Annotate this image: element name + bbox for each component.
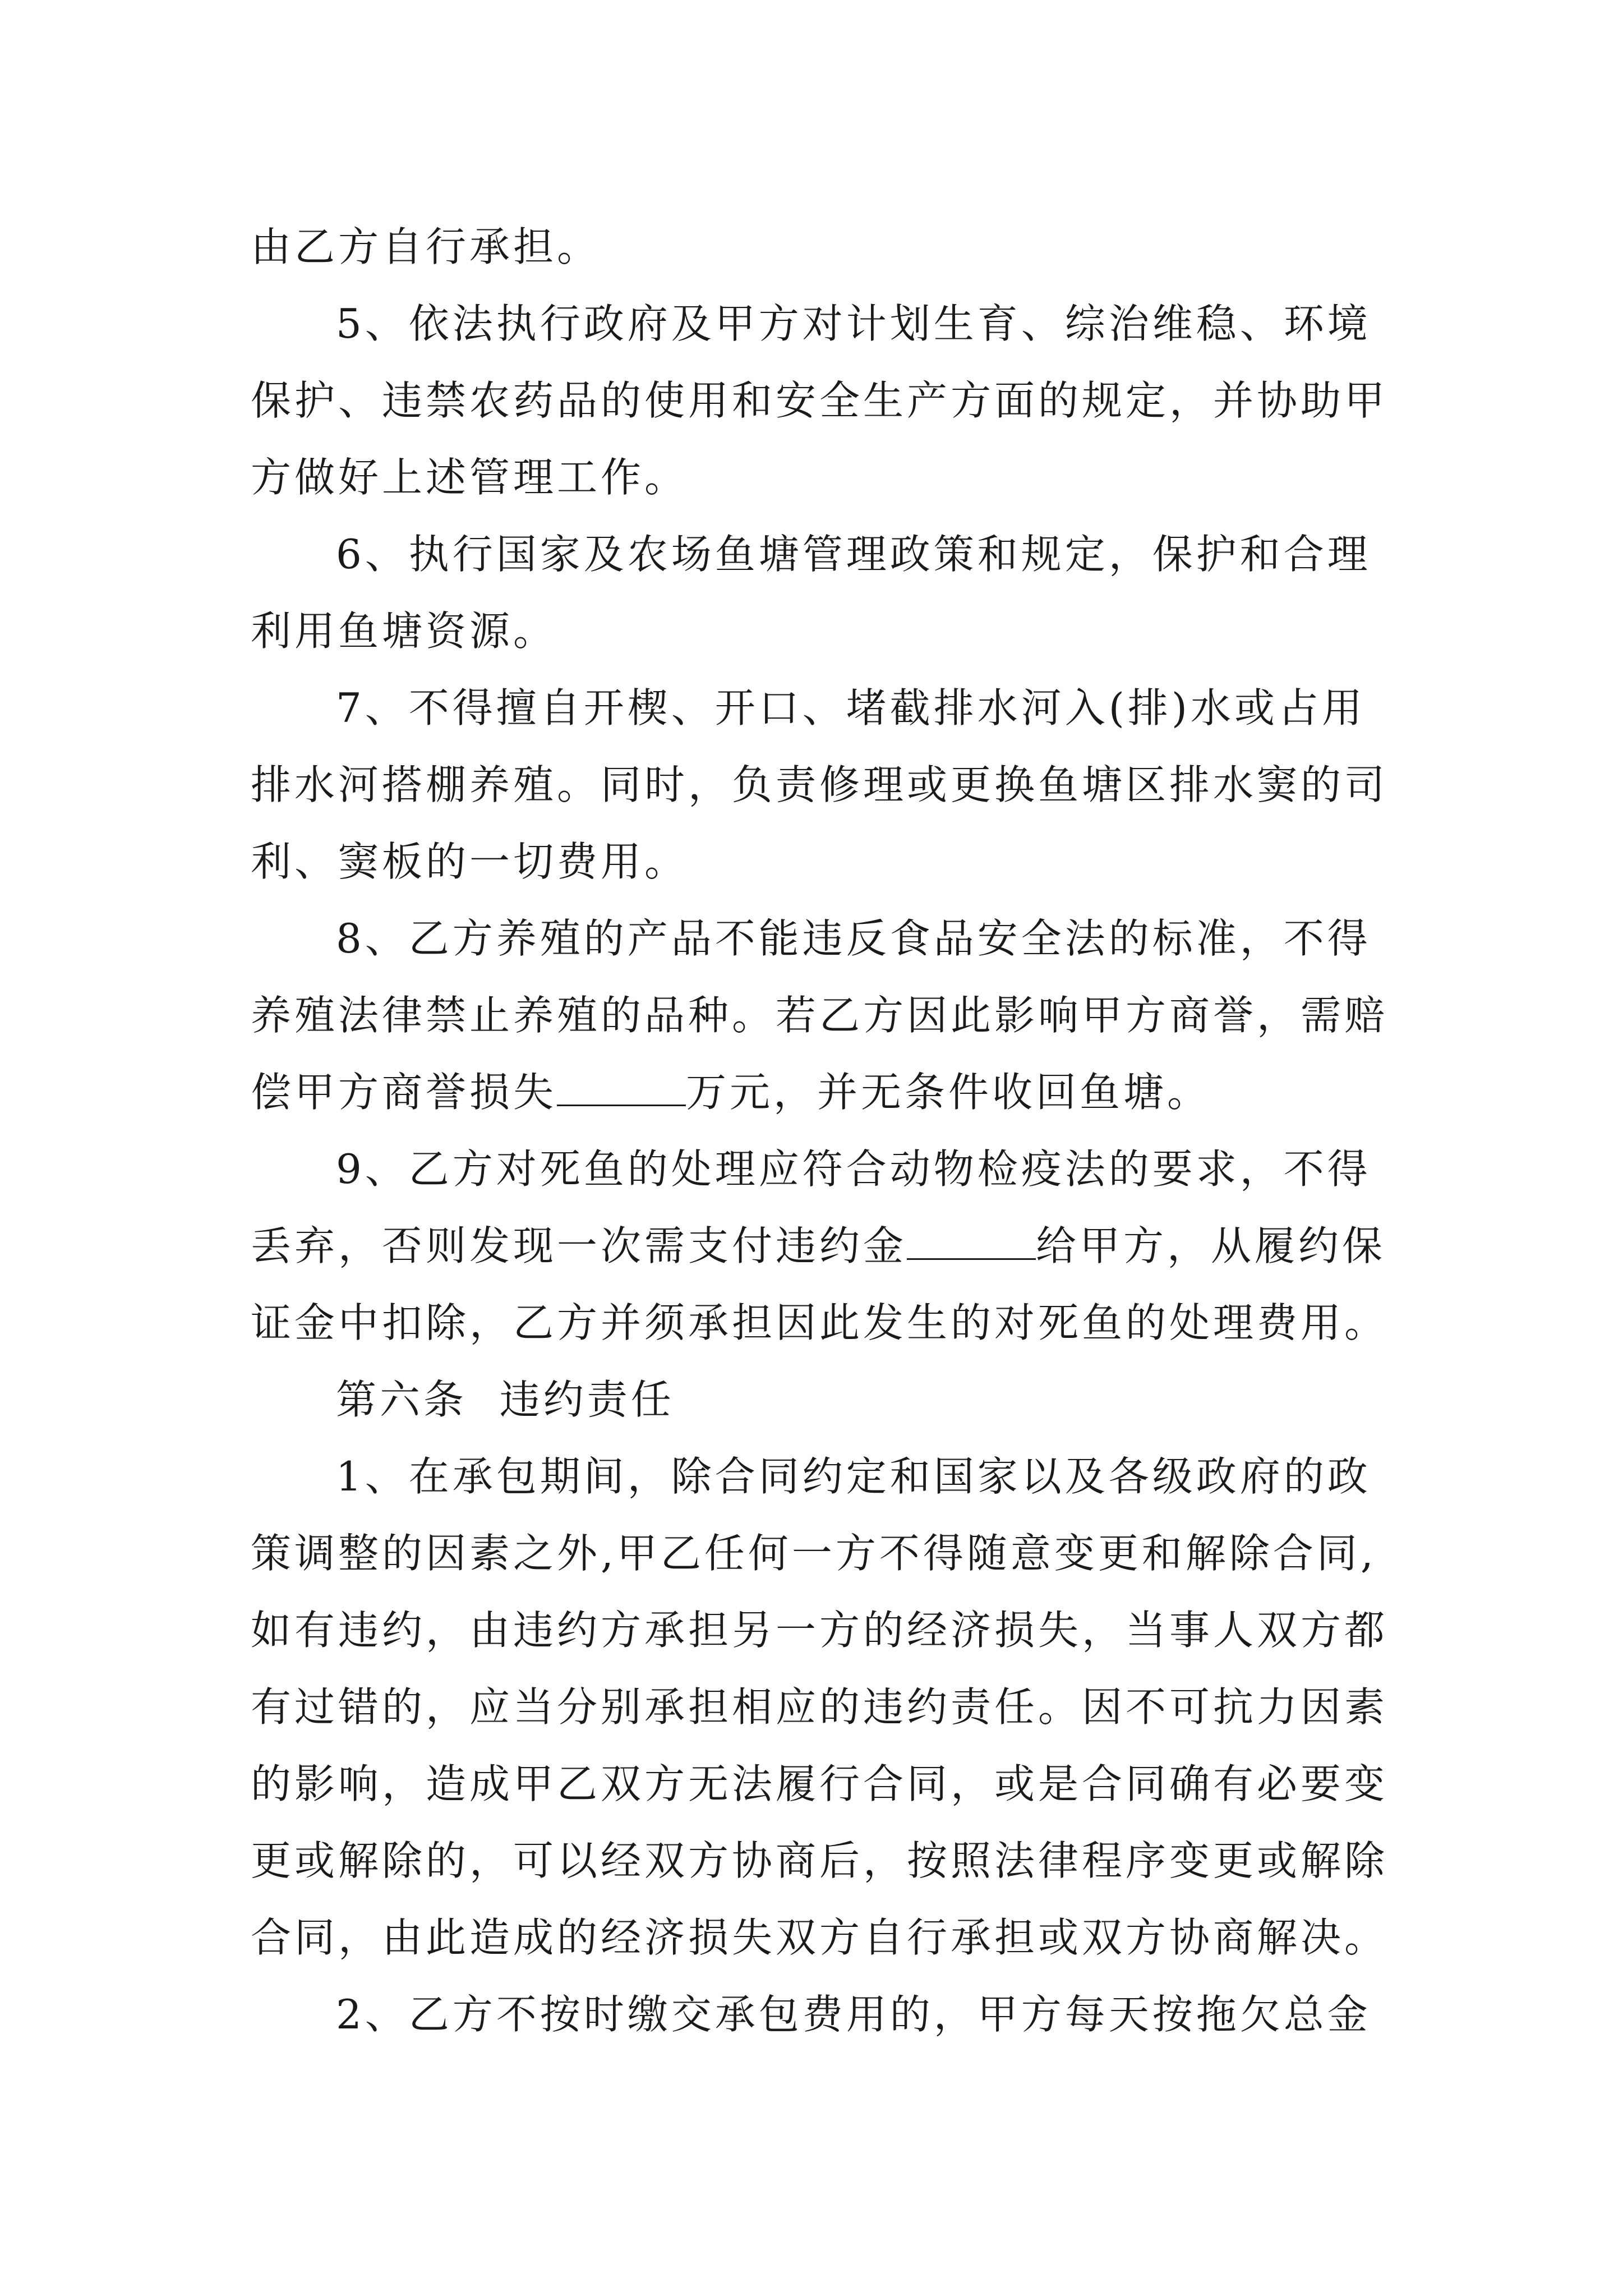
text-line: 利用鱼塘资源。 (251, 608, 557, 655)
text-line: 排水河搭棚养殖。同时，负责修理或更换鱼塘区排水窦的司 (251, 761, 1389, 808)
text-line (251, 1208, 1389, 1285)
text-line: 合同，由此造成的经济损失双方自行承担或双方协商解决。 (251, 1914, 1389, 1961)
text-line: 方做好上述管理工作。 (251, 454, 689, 501)
text-line: 如有违约，由违约方承担另一方的经济损失，当事人双方都 (251, 1607, 1389, 1654)
text-line: 2、乙方不按时缴交承包费用的，甲方每天按拖欠总金 (336, 1991, 1371, 2038)
fill-in-blank (907, 1225, 1036, 1260)
text-line: 有过错的，应当分别承担相应的违约责任。因不可抗力因素 (251, 1683, 1389, 1731)
text-line: 证金中扣除，乙方并须承担因此发生的对死鱼的处理费用。 (251, 1299, 1389, 1346)
text-segment: 偿甲方商誉损失 (251, 1069, 557, 1116)
fill-in-blank (557, 1071, 686, 1106)
text-line: 策调整的因素之外,甲乙任何一方不得随意变更和解除合同, (251, 1530, 1377, 1577)
document-body (251, 209, 1389, 2053)
text-segment: 给甲方，从履约保 (1036, 1222, 1386, 1269)
text-line: 9、乙方对死鱼的处理应符合动物检疫法的要求，不得 (336, 1145, 1371, 1193)
text-line: 的影响，造成甲乙双方无法履行合同，或是合同确有必要变 (251, 1760, 1389, 1807)
text-line: 8、乙方养殖的产品不能违反食品安全法的标准，不得 (336, 915, 1371, 962)
text-line: 5、依法执行政府及甲方对计划生育、综治维稳、环境 (336, 300, 1371, 347)
text-line: 1、在承包期间，除合同约定和国家以及各级政府的政 (336, 1453, 1371, 1500)
text-line: 由乙方自行承担。 (251, 223, 601, 270)
text-line: 利、窦板的一切费用。 (251, 838, 689, 885)
text-line: 7、不得擅自开楔、开口、堵截排水河入(排)水或占用 (336, 684, 1366, 731)
text-segment: 丢弃，否则发现一次需支付违约金 (251, 1222, 907, 1269)
text-line: 养殖法律禁止养殖的品种。若乙方因此影响甲方商誉，需赔 (251, 992, 1389, 1039)
text-segment: 万元，并无条件收回鱼塘。 (686, 1069, 1211, 1116)
text-line: 保护、违禁农药品的使用和安全生产方面的规定，并协助甲 (251, 377, 1389, 424)
text-line (251, 1054, 1389, 1131)
section-heading: 第六条 违约责任 (336, 1376, 675, 1423)
text-line: 6、执行国家及农场鱼塘管理政策和规定，保护和合理 (336, 531, 1371, 578)
text-line: 更或解除的，可以经双方协商后，按照法律程序变更或解除 (251, 1837, 1389, 1884)
